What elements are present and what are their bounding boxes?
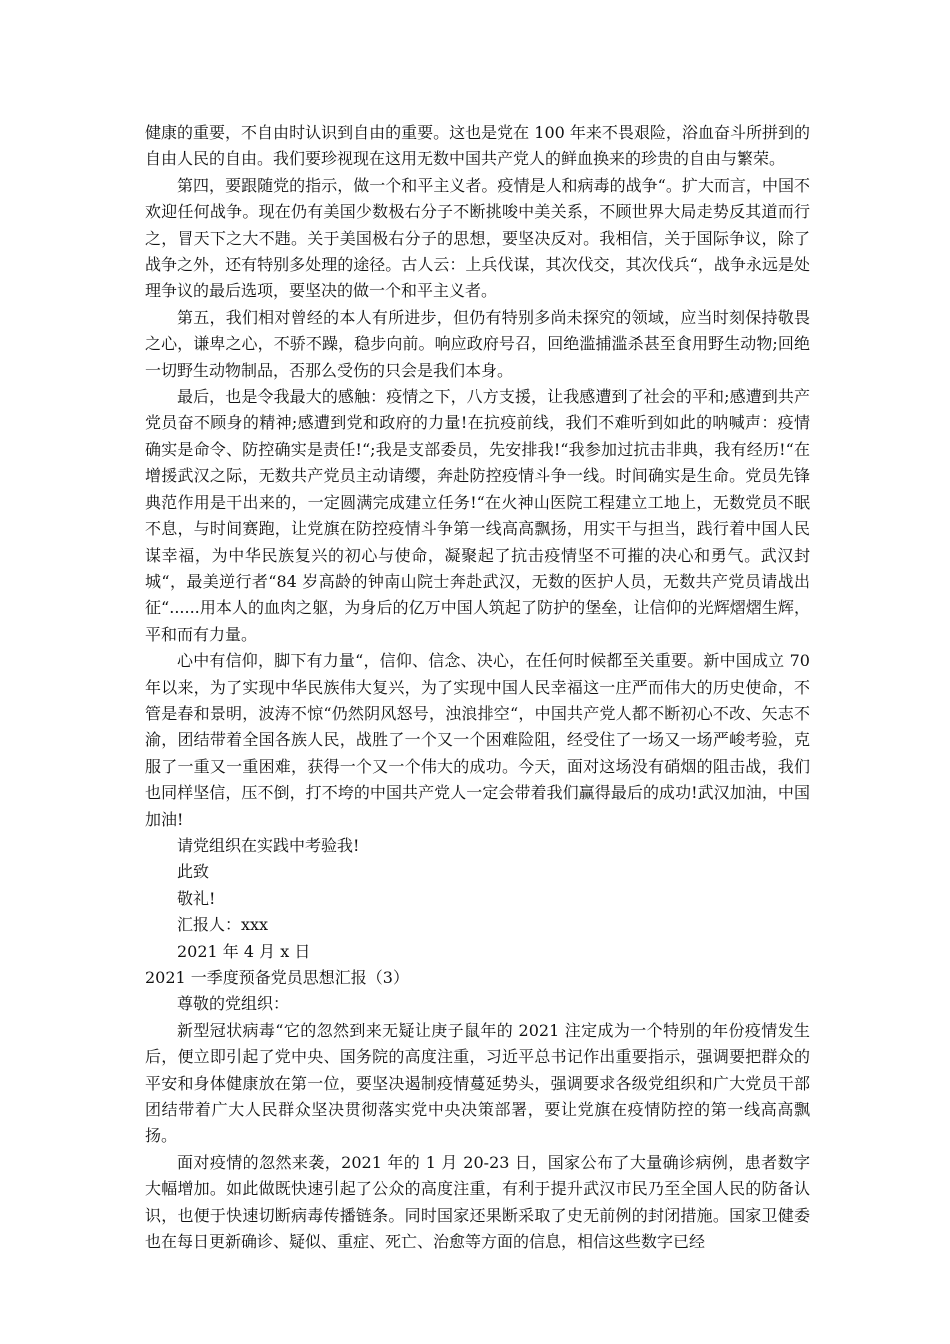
body-paragraph: 心中有信仰，脚下有力量“，信仰、信念、决心，在任何时候都至关重要。新中国成立 70 年以来，为了实现中华民族伟大复兴，为了实现中国人民幸福这一庄严而伟大的历史使命，不管是春和景明，波涛不惊“仍然阴风怒号，浊浪排空“，中国共产党人都不断初心不改、矢志不渝，团结带着全国各族人民，战胜了一个又一个困难险阻，经受住了一场又一场严峻考验，克服了一重又一重困难，获得一个又一个伟大的成功。今天，面对这场没有硝烟的阻击战，我们也同样坚信，压不倒，打不垮的中国共产党人一定会带着我们赢得最后的成功!武汉加油，中国加油!	[145, 651, 810, 829]
body-paragraph: 面对疫情的忽然来袭，2021 年的 1 月 20-23 日，国家公布了大量确诊病例，患者数字大幅增加。如此做既快速引起了公众的高度注重，有利于提升武汉市民乃至全国人民的防备认识，也便于快速切断病毒传播链条。同时国家还果断采取了史无前例的封闭措施。国家卫健委也在每日更新确诊、疑似、重症、死亡、治愈等方面的信息，相信这些数字已经	[145, 1152, 810, 1252]
closing-request: 请党组织在实践中考验我!	[177, 835, 360, 855]
document-page	[145, 120, 810, 1255]
greeting-line: 尊敬的党组织：	[177, 994, 290, 1014]
body-paragraph: 健康的重要，不自由时认识到自由的重要。这也是党在 100 年来不畏艰险，浴血奋斗所拼到的自由人民的自由。我们要珍视现在这用无数中国共产党人的鲜血换来的珍贵的自由与繁荣。	[145, 123, 810, 169]
date-line: 2021 年 4 月 x 日	[177, 941, 311, 961]
body-paragraph: 最后，也是令我最大的感触：疫情之下，八方支援，让我感遭到了社会的平和;感遭到共产党员奋不顾身的精神;感遭到党和政府的力量!在抗疫前线，我们不难听到如此的呐喊声：疫情确实是命令、防控确实是责任!“;我是支部委员，先安排我!“我参加过抗击非典，我有经历!“在增援武汉之际，无数共产党员主动请缨，奔赴防控疫情斗争一线。时间确实是生命。党员先锋典范作用是干出来的，一定圆满完成建立任务!“在火神山医院工程建立工地上，无数党员不眠不息，与时间赛跑，让党旗在防控疫情斗争第一线高高飘扬，用实干与担当，践行着中国人民谋幸福，为中华民族复兴的初心与使命，凝聚起了抗击疫情坚不可摧的决心和勇气。武汉封城“，最美逆行者“84 岁高龄的钟南山院士奔赴武汉，无数的医护人员，无数共产党员请战出征“......用本人的血肉之躯，为身后的亿万中国人筑起了防护的堡垒，让信仰的光辉熠熠生辉，平和而有力量。	[145, 387, 810, 644]
body-paragraph: 新型冠状病毒“它的忽然到来无疑让庚子鼠年的 2021 注定成为一个特别的年份疫情发生后，便立即引起了党中央、国务院的高度注重，习近平总书记作出重要指示，强调要把群众的平安和身体健康放在第一位，要坚决遏制疫情蔓延势头，强调要求各级党组织和广大党员干部团结带着广大人民群众坚决贯彻落实党中央决策部署，要让党旗在疫情防控的第一线高高飘扬。	[145, 1020, 810, 1146]
body-paragraph: 第五，我们相对曾经的本人有所进步，但仍有特别多尚未探究的领域，应当时刻保持敬畏之心，谦卑之心，不骄不躁，稳步向前。响应政府号召，回绝滥捕滥杀甚至食用野生动物;回绝一切野生动物制品，否那么受伤的只会是我们本身。	[145, 307, 810, 380]
reporter-line: 汇报人：xxx	[177, 915, 269, 935]
closing-salutation: 此致	[177, 862, 210, 882]
body-paragraph: 第四，要跟随党的指示，做一个和平主义者。疫情是人和病毒的战争“。扩大而言，中国不欢迎任何战争。现在仍有美国少数极右分子不断挑唆中美关系，不顾世界大局走势反其道而行之，冒天下之大不韪。关于美国极右分子的思想，要坚决反对。我相信，关于国际争议，除了战争之外，还有特别多处理的途径。古人云：上兵伐谋，其次伐交，其次伐兵“，战争永远是处理争议的最后选项，要坚决的做一个和平主义者。	[145, 175, 810, 301]
section-title: 2021 一季度预备党员思想汇报（3）	[145, 968, 409, 987]
closing-salute: 敬礼!	[177, 888, 216, 908]
